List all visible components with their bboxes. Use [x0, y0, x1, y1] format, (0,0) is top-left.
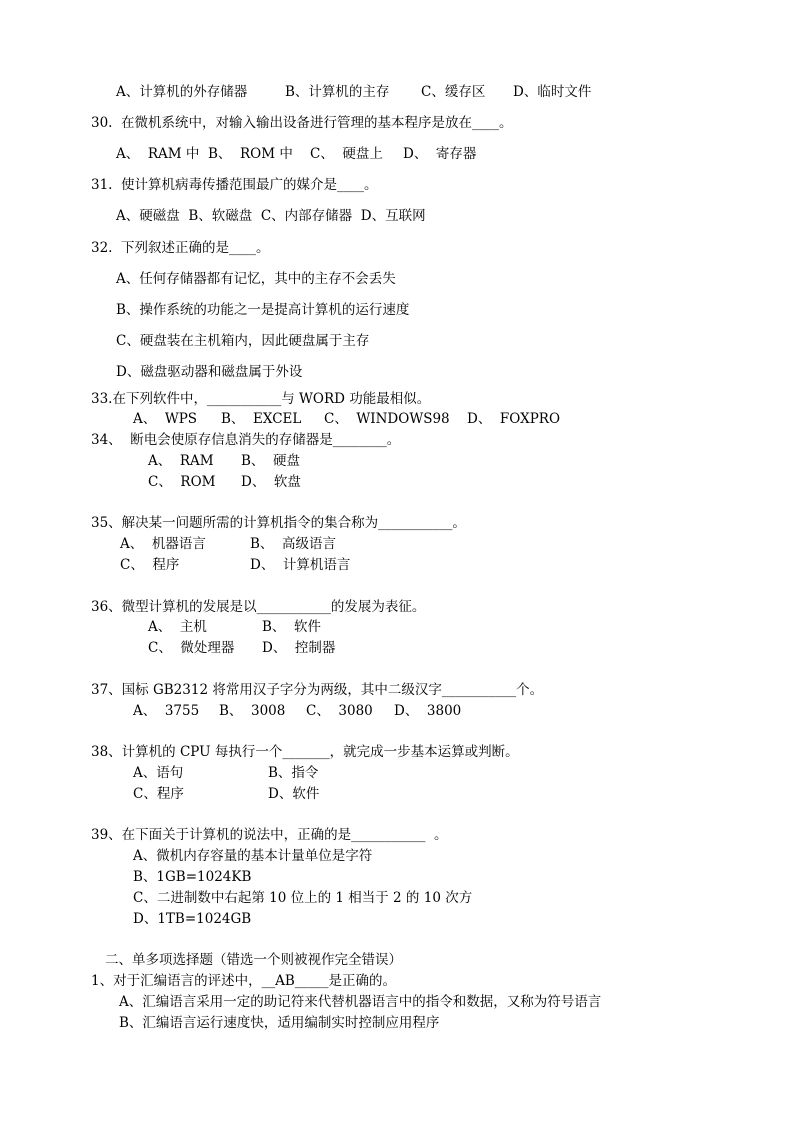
q35-stem: 35、解决某一问题所需的计算机指令的集合称为___________。: [91, 515, 466, 531]
q37-stem: 37、国标 GB2312 将常用汉子字分为两级，其中二级汉字___________个。: [91, 682, 544, 698]
q39-option-d: D、1TB=1024GB: [133, 911, 252, 927]
section2-q1-option-b: B、汇编语言运行速度快，适用编制实时控制应用程序: [119, 1015, 440, 1031]
q39-option-c: C、二进制数中右起第 10 位上的 1 相当于 2 的 10 次方: [133, 890, 473, 906]
q32-option-a: A、任何存储器都有记忆，其中的主存不会丢失: [116, 271, 396, 287]
q35-option-d: D、 计算机语言: [250, 557, 351, 573]
q30-option-a: A、 RAM 中: [116, 146, 200, 162]
q29-option-a: A、计算机的外存储器: [116, 84, 248, 100]
q38-stem: 38、计算机的 CPU 每执行一个_______，就完成一步基本运算或判断。: [91, 744, 519, 760]
q31-options: A、硬磁盘 B、软磁盘 C、内部存储器 D、互联网: [116, 208, 426, 224]
q36-option-c: C、 微处理器: [148, 640, 235, 656]
section2-q1-option-a: A、汇编语言采用一定的助记符来代替机器语言中的指令和数据，又称为符号语言: [119, 994, 602, 1010]
q34-stem: 34、 断电会使原存信息消失的存储器是________。: [91, 432, 401, 448]
q33-option-a: A、 WPS: [133, 411, 198, 427]
q33-stem: 33.在下列软件中，___________与 WORD 功能最相似。: [91, 391, 431, 407]
q35-option-c: C、 程序: [120, 557, 180, 573]
q34-option-a: A、 RAM: [148, 453, 214, 469]
q37-option-b: B、 3008: [219, 703, 286, 719]
q33-option-b: B、 EXCEL: [221, 411, 302, 427]
q38-option-a: A、语句: [133, 765, 184, 781]
q36-stem: 36、微型计算机的发展是以___________的发展为表征。: [91, 599, 426, 615]
q38-option-c: C、程序: [133, 786, 184, 802]
q30-stem: 30. 在微机系统中，对输入输出设备进行管理的基本程序是放在____。: [91, 115, 513, 131]
q32-option-c: C、硬盘装在主机箱内，因此硬盘属于主存: [116, 333, 370, 349]
q37-option-d: D、 3800: [394, 703, 462, 719]
section2-q1-stem: 1、对于汇编语言的评述中，__AB_____是正确的。: [91, 973, 397, 989]
q36-option-d: D、 控制器: [262, 640, 336, 656]
q39-option-a: A、微机内存容量的基本计量单位是字符: [133, 848, 373, 864]
q31-stem: 31. 使计算机病毒传播范围最广的媒介是____。: [91, 177, 378, 193]
q36-option-a: A、 主机: [148, 619, 207, 635]
q29-option-c: C、缓存区: [421, 84, 486, 100]
q30-option-c: C、 硬盘上: [310, 146, 383, 162]
q30-option-d: D、 寄存器: [403, 146, 477, 162]
q35-option-b: B、 高级语言: [250, 536, 337, 552]
q37-option-a: A、 3755: [133, 703, 200, 719]
q39-stem: 39、在下面关于计算机的说法中，正确的是___________ 。: [91, 827, 448, 843]
q30-option-b: B、 ROM 中: [208, 146, 293, 162]
q34-option-c: C、 ROM: [148, 474, 216, 490]
q38-option-b: B、指令: [268, 765, 319, 781]
q33-option-d: D、 FOXPRO: [467, 411, 561, 427]
q37-option-c: C、 3080: [306, 703, 373, 719]
q29-option-b: B、计算机的主存: [285, 84, 390, 100]
q38-option-d: D、软件: [268, 786, 320, 802]
q35-option-a: A、 机器语言: [120, 536, 206, 552]
section2-heading: 二、单多项选择题（错选一个则被视作完全错误）: [105, 952, 402, 968]
q29-option-d: D、临时文件: [513, 84, 592, 100]
q32-option-d: D、磁盘驱动器和磁盘属于外设: [116, 364, 303, 380]
q36-option-b: B、 软件: [262, 619, 322, 635]
q32-stem: 32. 下列叙述正确的是____。: [91, 240, 270, 256]
q33-option-c: C、 WINDOWS98: [324, 411, 450, 427]
q39-option-b: B、1GB=1024KB: [133, 869, 252, 885]
q34-option-b: B、 硬盘: [241, 453, 301, 469]
q34-option-d: D、 软盘: [241, 474, 301, 490]
q32-option-b: B、操作系统的功能之一是提高计算机的运行速度: [116, 302, 410, 318]
